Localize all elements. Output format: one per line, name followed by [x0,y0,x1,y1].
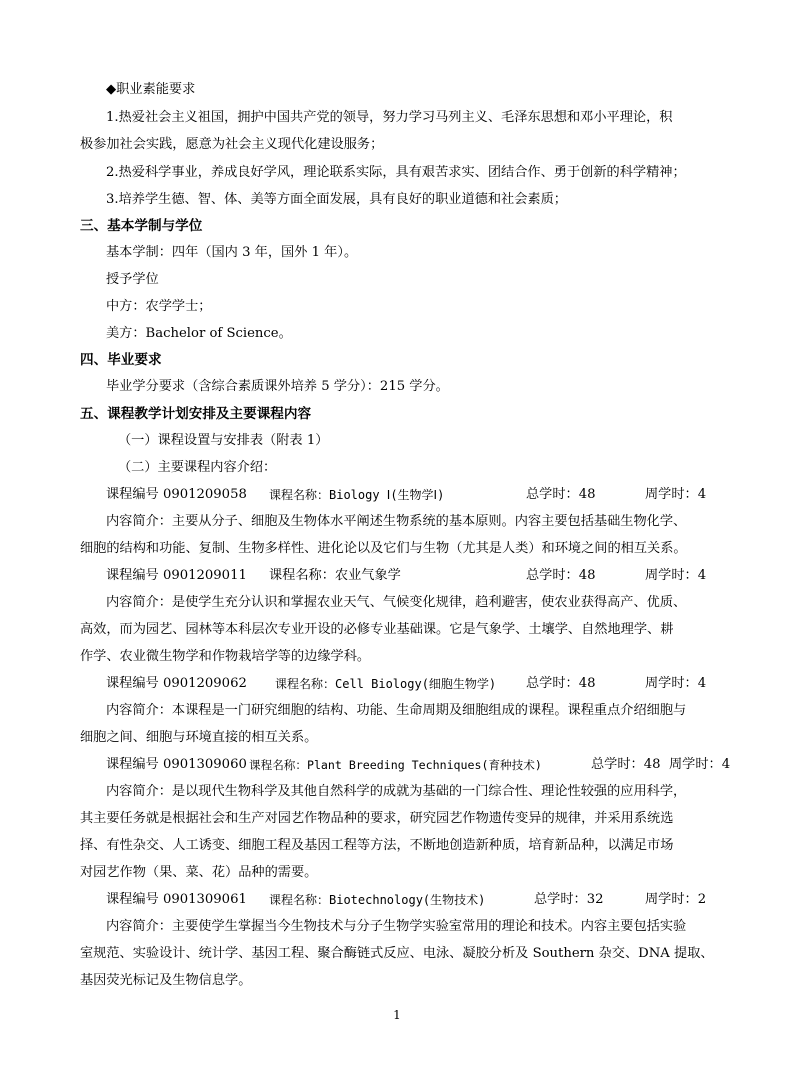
course-description-line: 内容简介：主要使学生掌握当今生物技术与分子生物学实验室常用的理论和技术。内容主要包括实验 [106,919,687,934]
course-total-hours: 总学时：48 [591,757,661,772]
course-name: 课程名称：Plant Breeding Techniques(育种技术) [249,758,542,772]
course-description-line: 内容简介：是使学生充分认识和掌握农业天气、气候变化规律，趋利避害，使农业获得高产、优质、 [106,595,687,610]
paragraph-line: （一）课程设置与安排表（附表 1） [118,433,329,448]
course-total-hours: 总学时：48 [526,568,596,583]
paragraph-line: 2.热爱科学事业，养成良好学风，理论联系实际，具有艰苦求实、团结合作、勇于创新的科学精神； [106,165,686,180]
course-weekly-hours: 周学时：2 [645,892,707,907]
paragraph-line: 美方：Bachelor of Science。 [106,326,292,341]
paragraph-line: 毕业学分要求（含综合素质课外培养 5 学分）：215 学分。 [106,379,449,394]
course-description-line: 基因荧光标记及生物信息学。 [80,973,252,988]
course-name: 课程名称：Biology Ⅰ(生物学Ⅰ) [269,488,445,502]
course-code: 课程编号 0901309060 [106,757,247,772]
course-code: 课程编号 0901209062 [106,676,247,691]
course-weekly-hours: 周学时：4 [669,757,731,772]
course-description-line: 室规范、实验设计、统计学、基因工程、聚合酶链式反应、电泳、凝胶分析及 Southern 杂交、DNA 提取、 [80,946,714,961]
course-total-hours: 总学时：48 [526,487,596,502]
paragraph-line: 1.热爱社会主义祖国，拥护中国共产党的领导，努力学习马列主义、毛泽东思想和邓小平理论，积 [106,110,673,125]
course-description-line: 细胞之间、细胞与环境直接的相互关系。 [80,730,318,745]
course-total-hours: 总学时：32 [534,892,604,907]
paragraph-line: 基本学制：四年（国内 3 年，国外 1 年）。 [106,245,358,260]
course-weekly-hours: 周学时：4 [645,487,707,502]
paragraph-line: 极参加社会实践，愿意为社会主义现代化建设服务； [80,137,384,152]
course-weekly-hours: 周学时：4 [645,676,707,691]
course-name: 课程名称：农业气象学 [269,568,401,583]
paragraph-line: 3.培养学生德、智、体、美等方面全面发展，具有良好的职业道德和社会素质； [106,192,567,207]
course-description-line: 内容简介：是以现代生物科学及其他自然科学的成就为基础的一门综合性、理论性较强的应用科学， [106,784,687,799]
course-description-line: 内容简介：主要从分子、细胞及生物体水平阐述生物系统的基本原则。内容主要包括基础生物化学、 [106,514,687,529]
course-description-line: 作学、农业微生物学和作物栽培学等的边缘学科。 [80,649,371,664]
course-name: 课程名称：Cell Biology(细胞生物学) [275,677,497,691]
paragraph-line: 授予学位 [106,272,159,287]
course-description-line: 其主要任务就是根据社会和生产对园艺作物品种的要求，研究园艺作物遗传变异的规律，并采用系统选 [80,811,674,826]
section-heading-5: 五、课程教学计划安排及主要课程内容 [80,406,312,422]
course-code: 课程编号 0901209058 [106,487,247,502]
section-intro-heading: ◆职业素能要求 [106,82,196,97]
course-description-line: 细胞的结构和功能、复制、生物多样性、进化论以及它们与生物（尤其是人类）和环境之间的相互关系。 [80,541,687,556]
course-code: 课程编号 0901309061 [106,892,247,907]
course-code: 课程编号 0901209011 [106,568,247,583]
paragraph-line: （二）主要课程内容介绍： [118,460,277,475]
course-total-hours: 总学时：48 [526,676,596,691]
course-name: 课程名称：Biotechnology(生物技术) [269,893,486,907]
page-number: 1 [393,1008,401,1022]
paragraph-line: 中方：农学学士； [106,299,212,314]
course-description-line: 对园艺作物（果、菜、花）品种的需要。 [80,865,318,880]
course-description-line: 高效，而为园艺、园林等本科层次专业开设的必修专业基础课。它是气象学、土壤学、自然地理学、耕 [80,622,674,637]
course-weekly-hours: 周学时：4 [645,568,707,583]
course-description-line: 择、有性杂交、人工诱变、细胞工程及基因工程等方法，不断地创造新种质，培育新品种，以满足市场 [80,838,674,853]
section-heading-3: 三、基本学制与学位 [80,218,203,234]
course-description-line: 内容简介：本课程是一门研究细胞的结构、功能、生命周期及细胞组成的课程。课程重点介绍细胞与 [106,703,687,718]
section-heading-4: 四、毕业要求 [80,352,162,368]
